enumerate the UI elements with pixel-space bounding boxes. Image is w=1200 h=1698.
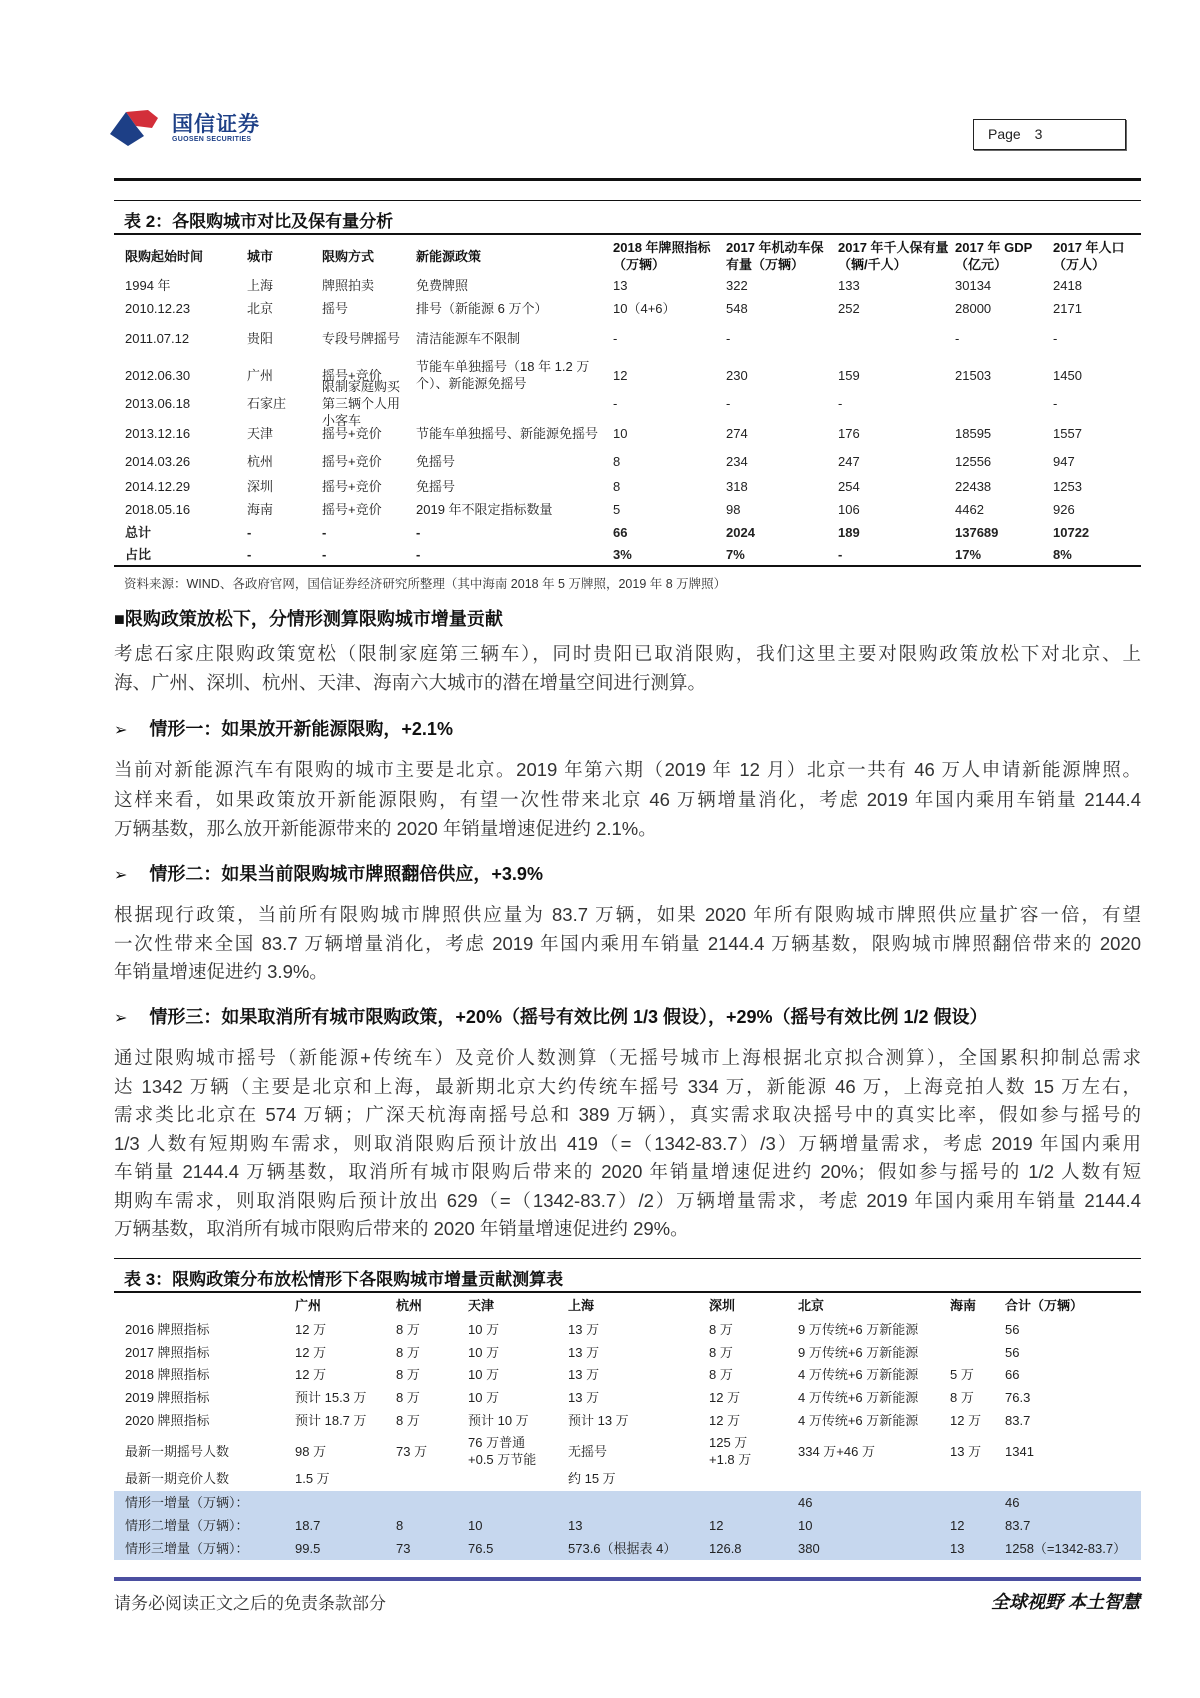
table2-cell (838, 318, 950, 358)
table3-cell: 4 万传统+6 万新能源 (798, 1389, 919, 1405)
scenario3-title: 情形三：如果取消所有城市限购政策，+20%（摇号有效比例 1/3 假设），+29%（摇号有效比例 1/2 假设） (149, 1007, 988, 1027)
table3-cell: 8 万 (396, 1321, 420, 1337)
table3-row (114, 1431, 1141, 1471)
table2-cell: 8 (613, 478, 621, 494)
table3-cell: 8 万 (396, 1412, 420, 1428)
table3-cell: 广州 (295, 1297, 322, 1313)
table2-cell: 总计 (125, 524, 152, 540)
table3-cell (950, 1341, 1005, 1363)
table2-cell: 7% (726, 546, 745, 562)
table3-cell: 73 (396, 1540, 411, 1556)
table2-cell: 摇号+竞价 (322, 453, 382, 469)
table3-cell (798, 1467, 948, 1489)
table2-cell: 2018 年牌照指标（万辆） (613, 240, 711, 272)
table3-cell (125, 1294, 290, 1316)
table3-cell: 2018 牌照指标 (125, 1366, 210, 1382)
table2-cell: 2013.12.16 (125, 425, 191, 441)
paragraph-line: 一次性带来全国 83.7 万辆增量消化，考虑 2019 年国内乘用车销量 2144.4 万辆基数，限购城市牌照翻倍带来的 2020 (114, 932, 1141, 954)
table3-cell: 13 万 (568, 1389, 600, 1405)
table3-cell: 2019 牌照指标 (125, 1389, 210, 1405)
table3-header-rule (114, 1291, 1141, 1293)
table3-cell: 10 (798, 1517, 813, 1533)
table3-cell: 334 万+46 万 (798, 1443, 875, 1459)
table3-cell (1005, 1467, 1145, 1489)
table3-cell: 最新一期摇号人数 (125, 1443, 230, 1459)
table2-cell: 摇号 (322, 300, 349, 316)
table2-header-row (114, 238, 1141, 274)
paragraph-line: 期购车需求，则取消限购后预计放出 629（=（1342-83.7）/2）万辆增量需求，考虑 2019 年国内乘用车销量 2144.4 (114, 1189, 1141, 1211)
table2-cell: 摇号+竞价 (322, 425, 382, 441)
table3-cell: 46 (1005, 1494, 1020, 1510)
paragraph-line: 当前对新能源汽车有限购的城市主要是北京。2019 年第六期（2019 年 12 月）北京一共有 46 万人申请新能源牌照。 (114, 759, 1141, 780)
table2-title: 表 2：各限购城市对比及保有量分析 (124, 212, 394, 231)
table2-cell: 66 (613, 524, 628, 540)
table2-cell: 专段号牌摇号 (322, 330, 401, 346)
table2-cell: 2017 年千人保有量（辆/千人） (838, 240, 949, 272)
table2-cell: 2017 年人口（万人） (1053, 240, 1125, 272)
table3-cell (468, 1491, 566, 1513)
table2-cell: - (416, 524, 421, 540)
table3-cell: 2016 牌照指标 (125, 1321, 210, 1337)
table2-row (114, 521, 1141, 543)
table2-cell: 4462 (955, 501, 984, 517)
table3-cell: 10 万 (468, 1366, 500, 1382)
paragraph-line: 通过限购城市摇号（新能源+传统车）及竞价人数测算（无摇号城市上海根据北京拟合测算），全国累积抑制总需求 (114, 1047, 1141, 1068)
table3-cell (950, 1467, 1005, 1489)
table3-cell: 13 万 (950, 1443, 982, 1459)
table2-cell: 免费牌照 (416, 277, 469, 293)
table3-row (114, 1318, 1141, 1340)
table3-cell: 99.5 (295, 1540, 321, 1556)
table2-cell: 8% (1053, 546, 1072, 562)
table3-cell: 12 万 (950, 1412, 982, 1428)
table3-cell: 4 万传统+6 万新能源 (798, 1366, 919, 1382)
table3-cell: 上海 (568, 1297, 595, 1313)
table2-cell: - (838, 546, 843, 562)
table3-cell: 8 万 (950, 1389, 974, 1405)
table2-cell: 1994 年 (125, 277, 171, 293)
paragraph-line: 年销量增速促进约 3.9%。 (114, 961, 328, 982)
table3-cell: 8 万 (709, 1321, 733, 1337)
table3-cell: 8 万 (709, 1344, 733, 1360)
paragraph-line: 需求类比北京在 574 万辆；广深天杭海南摇号总和 389 万辆），真实需求取决摇号中的真实比率，假如参与摇号的 (114, 1104, 1141, 1125)
table2-cell: 2010.12.23 (125, 300, 191, 316)
table2-cell: 159 (838, 367, 860, 383)
table3-cell: 76.5 (468, 1540, 494, 1556)
table2-cell: 189 (838, 524, 860, 540)
table2-cell: 234 (726, 453, 748, 469)
table3-cell: 46 (798, 1494, 813, 1510)
table2-cell: 10722 (1053, 524, 1090, 540)
table2-cell: 2024 (726, 524, 755, 540)
paragraph-line: 考虑石家庄限购政策宽松（限制家庭第三辆车），同时贵阳已取消限购，我们这里主要对限购政策放松下对北京、上 (114, 643, 1141, 664)
paragraph-line: 万辆基数，取消所有城市限购后带来的 2020 年销量增速促进约 29%。 (114, 1218, 689, 1239)
table3-row (114, 1341, 1141, 1363)
table2-cell: 广州 (247, 367, 274, 383)
table2-row (114, 318, 1141, 358)
table2-cell: 排号（新能源 6 万个） (416, 300, 548, 316)
table3-cell: 10 (468, 1517, 483, 1533)
table2-cell: 摇号+竞价 (322, 367, 382, 383)
table3-cell: 380 (798, 1540, 820, 1556)
table3-cell (468, 1467, 566, 1489)
table2-row (114, 543, 1141, 565)
table2-cell: 节能车单独摇号（18 年 1.2 万个）、新能源免摇号 (416, 359, 590, 391)
table3-cell: 9 万传统+6 万新能源 (798, 1321, 919, 1337)
table2-cell: 1450 (1053, 367, 1082, 383)
table2-cell: 926 (1053, 501, 1075, 517)
table3-cell: 66 (1005, 1366, 1020, 1382)
table3-cell (950, 1318, 1005, 1340)
table2-cell: 98 (726, 501, 741, 517)
table3-cell: 10 万 (468, 1389, 500, 1405)
table2-cell: 10 (613, 425, 628, 441)
table3-cell: 12 万 (709, 1389, 741, 1405)
table2-cell: 2014.03.26 (125, 453, 191, 469)
table3-cell: 12 万 (709, 1412, 741, 1428)
table2-cell: 137689 (955, 524, 999, 540)
table2-cell: - (247, 524, 252, 540)
table3-cell: 10 万 (468, 1321, 500, 1337)
scenario2-heading (114, 860, 543, 886)
table3-cell: 合计（万辆） (1005, 1297, 1084, 1313)
table3-cell: 12 (709, 1517, 724, 1533)
arrow-bullet-icon: ➢ (114, 722, 128, 739)
table2-cell: 2019 年不限定指标数量 (416, 501, 553, 517)
table2-cell: 252 (838, 300, 860, 316)
header-divider (114, 178, 1141, 181)
table2-cell: 摇号+竞价 (322, 501, 382, 517)
table2-cell: 清洁能源车不限制 (416, 330, 521, 346)
table3-cell (709, 1491, 797, 1513)
section-heading: ■限购政策放松下，分情形测算限购城市增量贡献 (114, 609, 503, 629)
table2-cell: 106 (838, 501, 860, 517)
table3-cell: 1.5 万 (295, 1470, 330, 1486)
company-logo (108, 106, 288, 150)
table2-cell: 947 (1053, 453, 1075, 469)
table3-cell (568, 1491, 708, 1513)
table2-cell: 2018.05.16 (125, 501, 191, 517)
table2-cell: 北京 (247, 300, 274, 316)
table2-cell (416, 392, 601, 414)
table2-cell: 1253 (1053, 478, 1082, 494)
table2-header-rule (114, 233, 1141, 235)
table2-row (114, 498, 1141, 520)
table3-row (114, 1409, 1141, 1431)
table2-row (114, 274, 1141, 296)
table2-cell: 8 (613, 453, 621, 469)
paragraph-line: 海、广州、深圳、杭州、天津、海南六大城市的潜在增量空间进行测算。 (114, 672, 707, 693)
table2-cell: 21503 (955, 367, 992, 383)
table3-cell: 12 万 (295, 1344, 327, 1360)
table3-cell: 12 (950, 1517, 965, 1533)
table2-cell: 230 (726, 367, 748, 383)
logo-mark-icon (108, 106, 168, 150)
table3-cell: 13 (950, 1540, 965, 1556)
table2-source: 资料来源：WIND、各政府官网，国信证券经济研究所整理（其中海南 2018 年 5 万牌照，2019 年 8 万牌照） (124, 577, 727, 591)
table3-cell: 12 万 (295, 1321, 327, 1337)
table2-cell: 石家庄 (247, 395, 287, 411)
table3-cell: 83.7 (1005, 1412, 1031, 1428)
table3-cell: 5 万 (950, 1366, 974, 1382)
table3-cell (295, 1491, 395, 1513)
table3-cell (396, 1491, 466, 1513)
paragraph-line: 根据现行政策，当前所有限购城市牌照供应量为 83.7 万辆，如果 2020 年所有限购城市牌照供应量扩容一倍，有望 (114, 904, 1141, 925)
page-number: 3 (1034, 126, 1043, 142)
table2-row (114, 450, 1141, 472)
table3-cell: 13 万 (568, 1321, 600, 1337)
table3-cell: 9 万传统+6 万新能源 (798, 1344, 919, 1360)
table2-cell: 牌照拍卖 (322, 277, 375, 293)
table2-row (114, 378, 1141, 428)
table3-highlight-row (114, 1514, 1141, 1536)
table2-cell: 1557 (1053, 425, 1082, 441)
table2-cell: 城市 (247, 248, 274, 264)
table2-cell: 限购起始时间 (125, 248, 204, 264)
table3-cell: 北京 (798, 1297, 825, 1313)
table2-row (114, 355, 1141, 395)
table2-cell: 2013.06.18 (125, 395, 191, 411)
table3-cell: 8 万 (396, 1344, 420, 1360)
table2-cell: 2017 年机动车保有量（万辆） (726, 240, 824, 272)
table3-row (114, 1386, 1141, 1408)
table2-cell: - (247, 546, 252, 562)
table2-cell: 28000 (955, 300, 992, 316)
table3-highlight-row (114, 1537, 1141, 1559)
table2-top-rule (114, 200, 1141, 201)
table3-cell: 13 万 (568, 1366, 600, 1382)
table3-cell: 1341 (1005, 1443, 1034, 1459)
table2-cell: 免摇号 (416, 453, 456, 469)
table3-cell: 4 万传统+6 万新能源 (798, 1412, 919, 1428)
table2-cell: 12556 (955, 453, 992, 469)
table2-cell: 133 (838, 277, 860, 293)
table2-cell: 占比 (125, 546, 152, 562)
table3-cell: 56 (1005, 1321, 1020, 1337)
table2-cell: 2418 (1053, 277, 1082, 293)
table2-cell: 30134 (955, 277, 992, 293)
table3-cell: 125 万 +1.8 万 (709, 1435, 752, 1467)
scenario2-title: 情形二：如果当前限购城市牌照翻倍供应，+3.9% (149, 864, 543, 884)
table3-cell: 1258（=1342-83.7） (1005, 1540, 1127, 1556)
table2-cell: - (1053, 330, 1058, 346)
table3-cell: 8 万 (709, 1366, 733, 1382)
footer-disclaimer: 请务必阅读正文之后的免责条款部分 (114, 1594, 386, 1613)
table3-cell (950, 1491, 1005, 1513)
table2-cell: 12 (613, 367, 628, 383)
table3-cell: 8 万 (396, 1389, 420, 1405)
footer-slogan: 全球视野 本土智慧 (990, 1592, 1140, 1612)
table3-cell: 约 15 万 (568, 1470, 616, 1486)
table2-cell: - (838, 395, 843, 411)
table3-cell: 126.8 (709, 1540, 742, 1556)
table3-row (114, 1467, 1141, 1489)
table2-cell: 新能源政策 (416, 248, 482, 264)
table2-cell: 2171 (1053, 300, 1082, 316)
table3-header-row (114, 1294, 1141, 1316)
table2-cell: - (1053, 395, 1058, 411)
table2-cell: 节能车单独摇号、新能源免摇号 (416, 425, 599, 441)
table2-cell: 13 (613, 277, 628, 293)
table3-cell: 76 万普通 +0.5 万节能 (468, 1435, 537, 1467)
scenario1-heading (114, 715, 453, 741)
table2-row (114, 297, 1141, 319)
table3-cell: 12 万 (295, 1366, 327, 1382)
table3-cell: 预计 13 万 (568, 1412, 629, 1428)
table2-cell (955, 392, 1051, 414)
table3-cell: 情形二增量（万辆）： (125, 1517, 249, 1533)
table3-cell: 深圳 (709, 1297, 736, 1313)
table2-cell: 10（4+6） (613, 300, 676, 316)
table2-cell: 限购方式 (322, 248, 375, 264)
page-number-box (973, 119, 1126, 150)
table3-cell: 13 (568, 1517, 583, 1533)
paragraph-line: 1/3 人数有短期购车需求，则取消限购后预计放出 419（=（1342-83.7）/3）万辆增量需求，考虑 2019 年国内乘用 (114, 1132, 1141, 1154)
table2-cell: 322 (726, 277, 748, 293)
table3-cell: 56 (1005, 1344, 1020, 1360)
table2-cell: - (613, 395, 618, 411)
table2-bottom-rule (114, 565, 1141, 567)
table3-cell: 情形一增量（万辆）： (125, 1494, 249, 1510)
table3-cell: 2017 牌照指标 (125, 1344, 210, 1360)
table3-row (114, 1363, 1141, 1385)
table2-cell: 2014.12.29 (125, 478, 191, 494)
paragraph-line: 车销量 2144.4 万辆基数，取消所有城市限购后带来的 2020 年销量增速促进约 20%；假如参与摇号的 1/2 人数有短 (114, 1161, 1141, 1182)
table2-cell: 318 (726, 478, 748, 494)
paragraph-line: 这样来看，如果政策放开新能源限购，有望一次性带来北京 46 万辆增量消化，考虑 2019 年国内乘用车销量 2144.4 (114, 788, 1141, 810)
table2-cell: 18595 (955, 425, 992, 441)
table3-cell: 预计 18.7 万 (295, 1412, 367, 1428)
paragraph-line: 万辆基数，那么放开新能源带来的 2020 年销量增速促进约 2.1%。 (114, 818, 657, 839)
table3-cell: 83.7 (1005, 1517, 1031, 1533)
table3-cell: 天津 (468, 1297, 495, 1313)
table2-cell: - (726, 395, 731, 411)
table2-cell: 254 (838, 478, 860, 494)
table3-cell: 海南 (950, 1297, 977, 1313)
table3-cell: 73 万 (396, 1443, 428, 1459)
table2-cell: - (613, 330, 618, 346)
scenario1-title: 情形一：如果放开新能源限购，+2.1% (149, 719, 453, 739)
table2-cell: 22438 (955, 478, 992, 494)
table2-cell: 杭州 (247, 453, 274, 469)
table3-highlight-row (114, 1491, 1141, 1513)
table2-cell: 2012.06.30 (125, 367, 191, 383)
table2-cell: 上海 (247, 277, 274, 293)
logo-chinese-name: 国信证券 (172, 113, 260, 136)
table2-cell: 548 (726, 300, 748, 316)
table2-cell: 限制家庭购买第三辆个人用小客车 (322, 378, 401, 428)
table3-top-rule (114, 1258, 1141, 1259)
table2-cell: 免摇号 (416, 478, 456, 494)
table3-cell: 预计 15.3 万 (295, 1389, 367, 1405)
table3-cell: 无摇号 (568, 1443, 608, 1459)
table2-cell: 海南 (247, 501, 274, 517)
table3-cell: 573.6（根据表 4） (568, 1540, 677, 1556)
table2-cell: - (955, 330, 960, 346)
table2-cell: 5 (613, 501, 621, 517)
table3-cell: 最新一期竞价人数 (125, 1470, 230, 1486)
table3-cell: 2020 牌照指标 (125, 1412, 210, 1428)
table3-cell: 8 万 (396, 1366, 420, 1382)
table3-cell: 98 万 (295, 1443, 327, 1459)
page-label: Page (988, 126, 1021, 142)
table2-cell: - (322, 546, 327, 562)
table2-cell: 17% (955, 546, 982, 562)
table2-cell: 天津 (247, 425, 274, 441)
table3-cell (709, 1467, 797, 1489)
table2-cell: 2017 年 GDP（亿元） (955, 240, 1033, 272)
table3-cell: 8 (396, 1517, 404, 1533)
table2-cell: 摇号+竞价 (322, 478, 382, 494)
footer-divider (114, 1577, 1141, 1581)
table3-cell: 10 万 (468, 1344, 500, 1360)
table3-cell: 13 万 (568, 1344, 600, 1360)
table3-cell: 预计 10 万 (468, 1412, 529, 1428)
table2-cell: 2011.07.12 (125, 330, 190, 346)
logo-english-name: GUOSEN SECURITIES (172, 136, 252, 143)
table2-cell: - (416, 546, 421, 562)
table2-cell: 3% (613, 546, 632, 562)
table2-cell: 贵阳 (247, 330, 274, 346)
table2-cell: 247 (838, 453, 860, 469)
table2-row (114, 413, 1141, 453)
table2-cell: - (322, 524, 327, 540)
table2-cell: 274 (726, 425, 748, 441)
arrow-bullet-icon: ➢ (114, 867, 128, 884)
table2-cell: 176 (838, 425, 860, 441)
table2-cell: - (726, 330, 731, 346)
table3-cell: 情形三增量（万辆）： (125, 1540, 249, 1556)
table2-row (114, 475, 1141, 497)
scenario3-heading (114, 1003, 988, 1029)
table3-title: 表 3：限购政策分布放松情形下各限购城市增量贡献测算表 (124, 1270, 564, 1289)
table2-cell: 深圳 (247, 478, 274, 494)
table3-cell: 76.3 (1005, 1389, 1031, 1405)
table3-cell (396, 1467, 466, 1489)
table3-cell: 18.7 (295, 1517, 321, 1533)
paragraph-line: 达 1342 万辆（主要是北京和上海，最新期北京大约传统车摇号 334 万，新能源 46 万，上海竞拍人数 15 万左右， (114, 1075, 1141, 1097)
arrow-bullet-icon: ➢ (114, 1010, 128, 1027)
table3-cell: 杭州 (396, 1297, 423, 1313)
